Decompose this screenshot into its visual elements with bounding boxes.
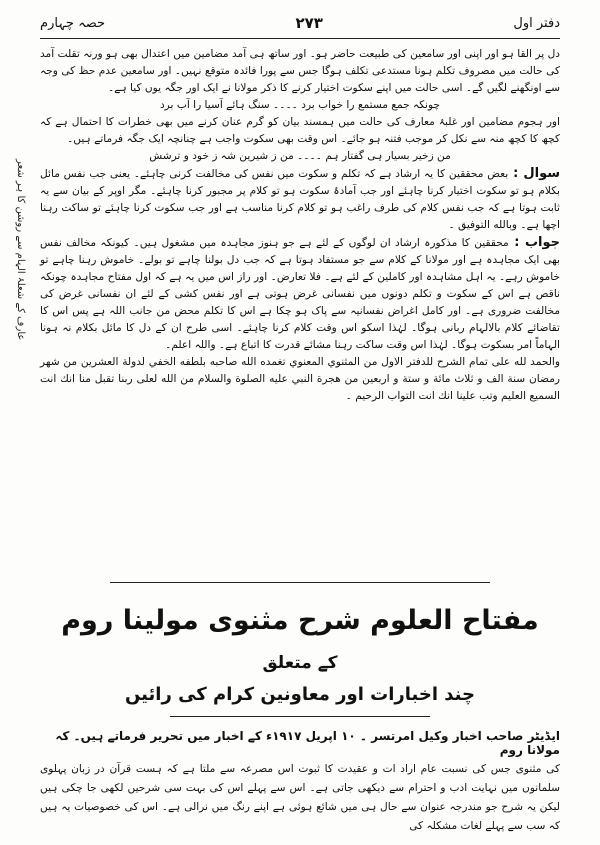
- section-subtitle-small: کے متعلق: [262, 653, 338, 673]
- page-number: ۲۷۳: [295, 14, 323, 32]
- main-text: [40, 46, 560, 405]
- question-paragraph: سوال : بعض محققین کا یہ ارشاد ہے کہ تکلم و سکوت میں نفس کی مخالفت کرنی چاہئے۔ یعنی جب نفس مائل بکلام ہو تو سکوت اختیار کرنا چاہئے اور جب آمادۂ سکوت ہو تو کلام پر مجبور کرنا چاہئے۔ مگر اوپر کے بیان سے یہ ثابت ہوتا ہے کہ جب نفس کلام کی طرف راغب ہو تو کلام کرنا مناسب ہے اور جب سکوت کرنا چاہئے تو ساکت رہنا اچھا ہے۔ وبالله التوفيق ۔: [40, 166, 560, 231]
- closing-paragraph: کی مثنوی جس کی نسبت عام اراد ات و عقیدت کا ثبوت اس مصرعہ سے ملتا ہے کہ ہست قرآن در زبان پہلوی سلمانوں میں نہایت ادب و احترام سے دیکھی جاتی ہے۔ اس سے پہلے اس کی بہت سی شرحیں لکھی جا چکی ہیں لیکن یہ شرح جو مندرجہ عنوان سے حال ہی میں شائع ہوئی ہے اپنے رنگ میں نرالی ہے۔ اس کی خصوصیات یہ ہیں کہ سب سے پہلے لغات مشکلہ کی: [40, 763, 560, 832]
- section-divider: [110, 582, 490, 583]
- arabic-colophon: والحمد لله على تمام الشرح للدفتر الاول من المثنوي المعنوي تغمده الله صاحبه بلطفه الخفي لدولة العشرين من شهر رمضان سنة الف و ثلاث مائة و ستة و اربعين من هجرة النبي عليه الصلوة والسلام من الله لعلى ربنا تقبل منا انك انت السميع العليم وتب علينا انك انت التواب الرحيم ۔: [40, 356, 560, 402]
- intro-paragraph: دل پر القا ہو اور اپنی اور سامعین کی طبیعت حاضر ہو۔ اور ساتھ ہی آمد مضامین میں اعتدال بھی ہو ورنہ تقلت آمد کی حالت میں مصروف تکلم ہونا مستدعی تکلف ہوگا جس سے پورا فائدہ متوقع نہیں۔ اور سامعین عدم حظ کی وجہ سے اونگھنے لگیں گے۔ اسی حالت میں اپنے سکوت اختیار کرنے کا ذکر مولانا نے ایک اور جگہ یوں کیا ہے۔: [40, 48, 560, 94]
- header-left-label: حصہ چہارم: [40, 15, 106, 31]
- header-rule: [40, 38, 560, 39]
- page-header: [40, 10, 560, 36]
- margin-note: عارف کے شعلۂ الہام سے روشن کا ہر شعر: [15, 159, 26, 341]
- question-closing: وبالله التوفيق ۔: [448, 219, 518, 231]
- section-title: مفتاح العلوم شرح مثنوی مولینا روم: [61, 605, 539, 636]
- subtitle-underline: [170, 716, 430, 717]
- paragraph-2: اور ہجوم مضامین اور غلبۂ معارف کی حالت میں ہمسند بیان کو گرم عنان کرنے میں بھی خطرات کا احتمال ہے کہ کچھ کا کچھ منہ سے نکل کر موجب فتنہ ہو جائے۔ اس وقت بھی سکوت واجب ہے چنانچہ ایک جگہ فرماتے ہیں۔: [40, 116, 560, 145]
- answer-text: محققین کا مذکورہ ارشاد ان لوگوں کے لئے ہے جو ہنوز مجاہدہ میں مشغول ہیں۔ کیونکہ مخالف نفس بھی ایک مجاہدہ ہے اور مولانا کے کلام سے جو مستفاد ہوتا ہے کہ جب دل بولنا چاہے تو بولے۔ خاموش رہنا چاہے تو خاموش رہے۔ یہ اہل مشاہدہ اور کاملین کے لئے ہے۔ فلا تعارض۔ اور راز اس میں یہ ہے کہ اول مفتاح مجاہدہ چونکہ ناقص ہے اس کے سکوت و تکلم دونوں میں نفسانی غرض ہوتی ہے اور نفس کشی کے لئے ان نفسانی غرض کی مخالفت ضروری ہے۔ اور کامل اغراض نفسانیہ سے پاک ہو چکا ہے اس کا تکلم محض من جانب اللہ ہے پس اس کا تقاضائے کلام بالالہام ربانی ہوگا۔ لہٰذا اسکو اس وقت کلام کرنا چاہئے۔ اسی طرح ان کے دل کا مائل بکلام نہ ہونا الہاماً امر بسکوت ہوگا۔ لہٰذا اس وقت ساکت رہنا مشائے قدرت کا اتباع ہے۔ واللہ اعلم۔: [40, 237, 560, 351]
- verse-1: چونکہ جمع مستمع را خواب برد ۔۔۔۔ سنگ ہائے آسیا را آب برد: [159, 99, 441, 111]
- editor-line: ایڈیٹر صاحب اخبار وکیل امرتسر ۔ ۱۰ اپریل ۱۹۱۷ء کے اخبار میں تحریر فرماتے ہیں۔ کہ مولانا روم: [55, 729, 560, 757]
- answer-label: جواب: [524, 235, 560, 250]
- verse-2: من زخیر بسیار ہی گفتار ہم ۔۔۔۔ من ز شیرین شہ ز خود و ترشش: [149, 150, 451, 162]
- header-right-label: دفتر اول: [513, 15, 560, 31]
- section-subtitle: چند اخبارات اور معاونین کرام کی رائیں: [124, 684, 475, 705]
- question-text: بعض محققین کا یہ ارشاد ہے کہ تکلم و سکوت میں نفس کی مخالفت کرنی چاہئے۔ یعنی جب نفس مائل بکلام ہو تو سکوت اختیار کرنا چاہئے اور جب آمادۂ سکوت ہو تو کلام پر مجبور کرنا چاہئے۔ مگر اوپر کے بیان سے یہ ثابت ہوتا ہے کہ جب نفس کلام کی طرف راغب ہو تو کلام کرنا مناسب ہے اور جب سکوت کرنا چاہئے تو ساکت رہنا اچھا ہے۔: [40, 168, 560, 231]
- question-label: سوال: [523, 166, 560, 181]
- answer-paragraph: جواب : محققین کا مذکورہ ارشاد ان لوگوں کے لئے ہے جو ہنوز مجاہدہ میں مشغول ہیں۔ کیونکہ مخالف نفس بھی ایک مجاہدہ ہے اور مولانا کے کلام سے جو مستفاد ہوتا ہے کہ جب دل بولنا چاہے تو بولے۔ خاموش رہنا چاہے تو خاموش رہے۔ یہ اہل مشاہدہ اور کاملین کے لئے ہے۔ فلا تعارض۔ اور راز اس میں یہ ہے کہ اول مفتاح مجاہدہ چونکہ ناقص ہے اس کے سکوت و تکلم دونوں میں نفسانی غرض ہوتی ہے اور نفس کشی کے لئے ان نفسانی غرض کی مخالفت ضروری ہے۔ اور کامل اغراض نفسانیہ سے پاک ہو چکا ہے اس کا تکلم محض من جانب اللہ ہے پس اس کا تقاضائے کلام بالالہام ربانی ہوگا۔ لہٰذا اسکو اس وقت کلام کرنا چاہئے۔ اسی طرح ان کے دل کا مائل بکلام نہ ہونا الہاماً امر بسکوت ہوگا۔ لہٰذا اس وقت ساکت رہنا مشائے قدرت کا اتباع ہے۔ واللہ اعلم۔: [40, 235, 560, 351]
